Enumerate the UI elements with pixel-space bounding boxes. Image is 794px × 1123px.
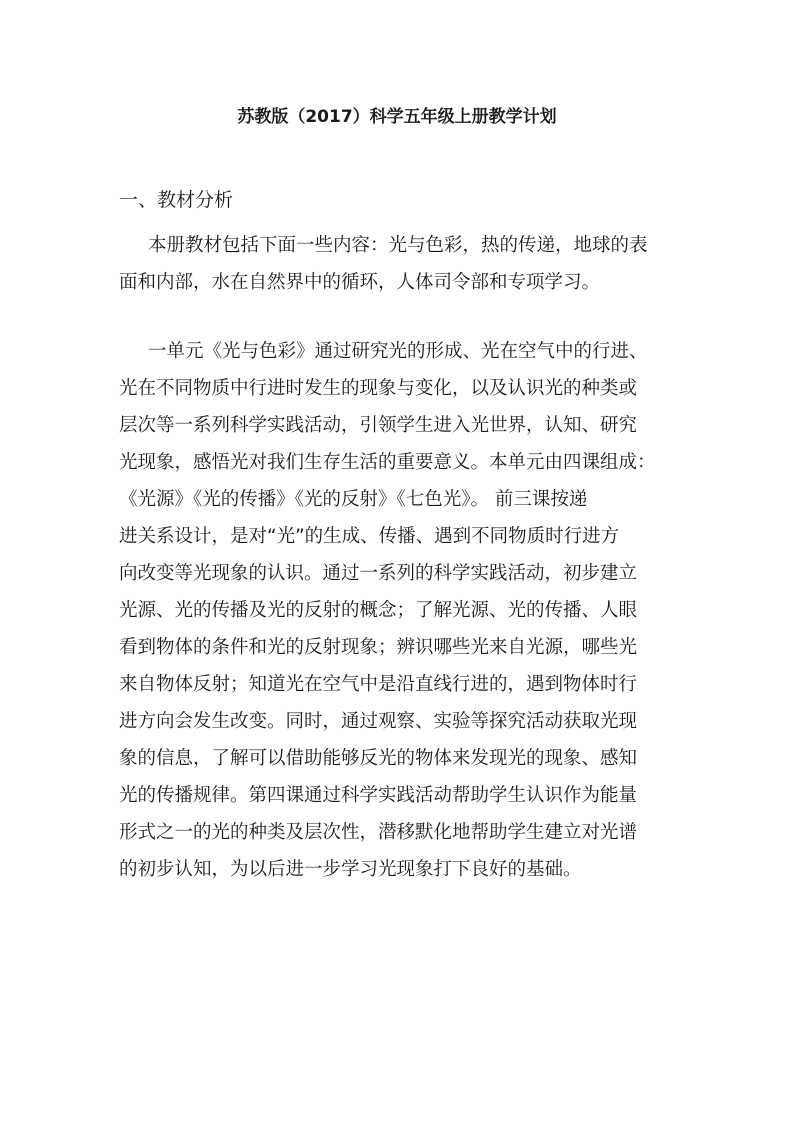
paragraph-line: 光在不同物质中行进时发生的现象与变化，以及认识光的种类或 [119, 378, 638, 399]
paragraph-line: 一单元《光与色彩》通过研究光的形成、光在空气中的行进、 [148, 341, 648, 362]
paragraph-line: 面和内部，水在自然界中的循环，人体司令部和专项学习。 [119, 272, 601, 293]
paragraph-unit-one [119, 333, 679, 888]
paragraph-line: 来自物体反射；知道光在空气中是沿直线行进的，遇到物体时行 [119, 674, 638, 695]
paragraph-line: 进方向会发生改变。同时，通过观察、实验等探究活动获取光现 [119, 711, 638, 732]
section-heading: 一、教材分析 [119, 189, 234, 211]
paragraph-line: 向改变等光现象的认识。通过一系列的科学实践活动，初步建立 [119, 563, 638, 584]
paragraph-line: 看到物体的条件和光的反射现象；辨识哪些光来自光源，哪些光 [119, 637, 638, 658]
paragraph-line: 本册教材包括下面一些内容：光与色彩，热的传递，地球的表 [148, 235, 648, 256]
paragraph-line: 光的传播规律。第四课通过科学实践活动帮助学生认识作为能量 [119, 785, 638, 806]
paragraph-line: 进关系设计，是对“光”的生成、传播、遇到不同物质时行进方 [119, 526, 620, 547]
paragraph-line: 的初步认知，为以后进一步学习光现象打下良好的基础。 [119, 859, 582, 880]
document-title: 苏教版（2017）科学五年级上册教学计划 [237, 107, 557, 127]
paragraph-line: 光现象，感悟光对我们生存生活的重要意义。本单元由四课组成： [119, 452, 656, 473]
paragraph-overview [119, 227, 679, 301]
paragraph-line: 象的信息，了解可以借助能够反光的物体来发现光的现象、感知 [119, 748, 638, 769]
paragraph-line: 《光源》《光的传播》《光的反射》《七色光》。 前三课按递 [119, 489, 588, 510]
paragraph-line: 层次等一系列科学实践活动，引领学生进入光世界，认知、研究 [119, 415, 638, 436]
paragraph-line: 光源、光的传播及光的反射的概念；了解光源、光的传播、人眼 [119, 600, 638, 621]
paragraph-line: 形式之一的光的种类及层次性，潜移默化地帮助学生建立对光谱 [119, 822, 638, 843]
